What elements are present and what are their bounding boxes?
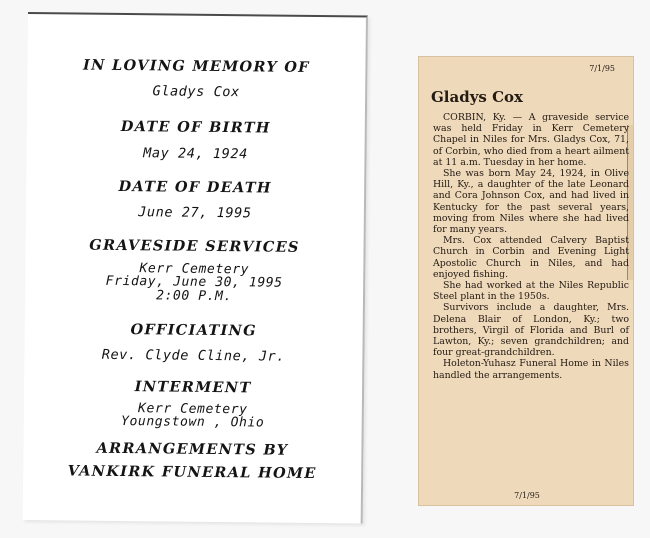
services-date: Friday, June 30, 1995	[105, 273, 283, 291]
birth-heading: DATE OF BIRTH	[120, 117, 271, 137]
interment-heading: INTERMENT	[134, 378, 252, 397]
obituary-paragraph: CORBIN, Ky. — A graveside service was held Friday in Kerr Cemetery Chapel in Niles for Mrs. Gladys Cox, 71, of Corbin, who died from a heart ailment at 11 a.m. Tuesday in her home.	[433, 112, 629, 168]
death-heading: DATE OF DEATH	[118, 177, 272, 197]
services-time: 2:00 P.M.	[156, 288, 233, 305]
obituary-paragraph: Survivors include a daughter, Mrs. Delena Blair of London, Ky.; two brothers, Virgil of Florida and Burl of Lawton, Ky.; seven grandchildren; and four great-grandchildren.	[433, 302, 629, 359]
obituary-paragraph: Mrs. Cox attended Calvery Baptist Church in Corbin and Evening Light Apostolic Church in Niles, and had enjoyed fishing.	[433, 235, 629, 280]
obituary-title: Gladys Cox	[431, 88, 523, 106]
funeral-home-name: VANKIRK FUNERAL HOME	[67, 462, 317, 483]
interment-place: Kerr Cemetery	[137, 401, 248, 418]
officiant-name: Rev. Clyde Cline, Jr.	[101, 346, 286, 365]
memory-heading: IN LOVING MEMORY OF	[82, 56, 310, 76]
memorial-card	[23, 12, 368, 524]
arrangements-heading: ARRANGEMENTS BY	[96, 439, 289, 459]
services-heading: GRAVESIDE SERVICES	[89, 236, 300, 256]
birth-date: May 24, 1924	[143, 145, 248, 163]
obituary-paragraph: She had worked at the Niles Republic Steel plant in the 1950s.	[433, 280, 629, 303]
obituary-body	[433, 112, 629, 381]
officiating-heading: OFFICIATING	[130, 321, 257, 340]
interment-city: Youngstown , Ohio	[120, 413, 265, 431]
deceased-name: Gladys Cox	[152, 83, 240, 101]
death-date: June 27, 1995	[138, 204, 252, 222]
obituary-paragraph: Holeton-Yuhasz Funeral Home in Niles handled the arrangements.	[433, 358, 629, 381]
obituary-paragraph: She was born May 24, 1924, in Olive Hill, Ky., a daughter of the late Leonard and Cora Johnson Cox, and had lived in Kentucky for the past several years, moving from Niles where she had lived for many years.	[433, 168, 629, 236]
clipping-date-top: 7/1/95	[589, 64, 615, 73]
services-place: Kerr Cemetery	[139, 261, 250, 278]
obituary-clipping	[418, 56, 634, 506]
clipping-date-bottom: 7/1/95	[514, 491, 540, 500]
